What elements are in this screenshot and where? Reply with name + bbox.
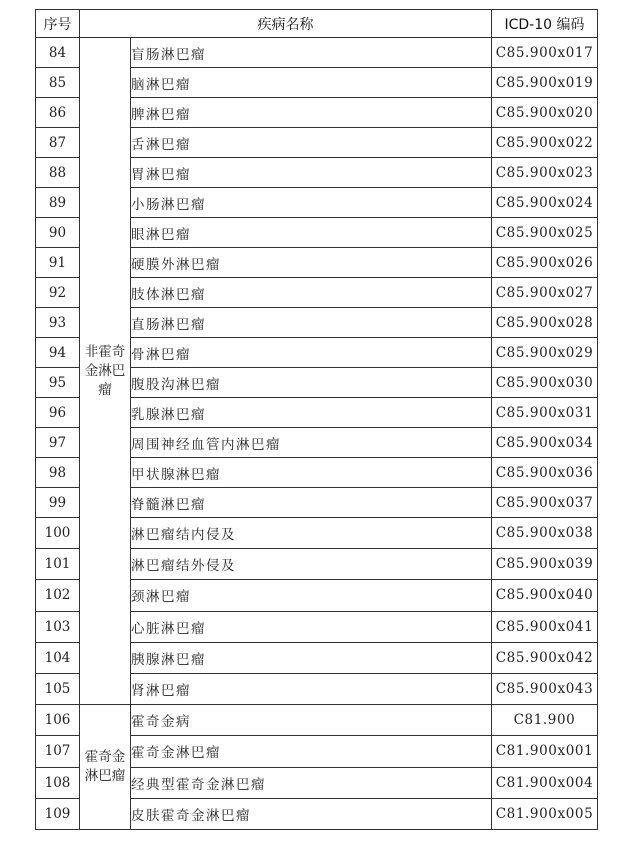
row-icd-code: C85.900x019	[492, 68, 598, 98]
category-line: 淋巴瘤	[84, 768, 126, 784]
row-disease-name: 肢体淋巴瘤	[131, 278, 492, 308]
row-seq: 98	[36, 458, 80, 488]
row-disease-name: 盲肠淋巴瘤	[131, 38, 492, 68]
table-row	[36, 38, 598, 68]
row-icd-code: C85.900x039	[492, 549, 598, 580]
row-disease-name: 骨淋巴瘤	[131, 338, 492, 368]
category-cell	[80, 705, 131, 830]
header-seq: 序号	[36, 10, 80, 38]
row-seq: 102	[36, 580, 80, 611]
table-body	[36, 38, 598, 830]
row-icd-code: C85.900x029	[492, 338, 598, 368]
row-icd-code: C85.900x024	[492, 188, 598, 218]
row-icd-code: C85.900x041	[492, 611, 598, 642]
row-disease-name: 肾淋巴瘤	[131, 673, 492, 704]
row-disease-name: 腹股沟淋巴瘤	[131, 368, 492, 398]
row-disease-name: 心脏淋巴瘤	[131, 611, 492, 642]
row-seq: 93	[36, 308, 80, 338]
header-row	[36, 10, 598, 38]
row-disease-name: 硬膜外淋巴瘤	[131, 248, 492, 278]
row-seq: 90	[36, 218, 80, 248]
row-icd-code: C81.900x005	[492, 798, 598, 829]
row-icd-code: C81.900x001	[492, 736, 598, 767]
row-icd-code: C85.900x038	[492, 518, 598, 549]
icd-code-table	[35, 9, 598, 830]
category-line: 霍奇金	[84, 749, 126, 765]
row-disease-name: 舌淋巴瘤	[131, 128, 492, 158]
row-seq: 84	[36, 38, 80, 68]
row-icd-code: C85.900x025	[492, 218, 598, 248]
table-row	[36, 705, 598, 736]
row-seq: 101	[36, 549, 80, 580]
row-seq: 105	[36, 673, 80, 704]
row-icd-code: C85.900x040	[492, 580, 598, 611]
row-seq: 87	[36, 128, 80, 158]
category-cell	[80, 38, 131, 705]
row-icd-code: C85.900x020	[492, 98, 598, 128]
row-icd-code: C85.900x037	[492, 488, 598, 518]
row-seq: 106	[36, 705, 80, 736]
row-seq: 104	[36, 642, 80, 673]
row-disease-name: 淋巴瘤结内侵及	[131, 518, 492, 549]
row-disease-name: 胰腺淋巴瘤	[131, 642, 492, 673]
row-disease-name: 经典型霍奇金淋巴瘤	[131, 767, 492, 798]
row-icd-code: C85.900x043	[492, 673, 598, 704]
row-icd-code: C85.900x036	[492, 458, 598, 488]
category-line: 非霍奇	[84, 343, 126, 360]
row-seq: 108	[36, 767, 80, 798]
row-seq: 95	[36, 368, 80, 398]
row-seq: 91	[36, 248, 80, 278]
row-seq: 85	[36, 68, 80, 98]
row-icd-code: C85.900x027	[492, 278, 598, 308]
row-seq: 96	[36, 398, 80, 428]
row-disease-name: 颈淋巴瘤	[131, 580, 492, 611]
row-icd-code: C85.900x031	[492, 398, 598, 428]
row-seq: 86	[36, 98, 80, 128]
row-disease-name: 胃淋巴瘤	[131, 158, 492, 188]
row-icd-code: C85.900x042	[492, 642, 598, 673]
row-icd-code: C85.900x026	[492, 248, 598, 278]
row-seq: 88	[36, 158, 80, 188]
row-seq: 99	[36, 488, 80, 518]
row-disease-name: 脑淋巴瘤	[131, 68, 492, 98]
row-seq: 97	[36, 428, 80, 458]
row-icd-code: C81.900x004	[492, 767, 598, 798]
header-disease-name: 疾病名称	[80, 10, 492, 38]
row-seq: 109	[36, 798, 80, 829]
row-disease-name: 脾淋巴瘤	[131, 98, 492, 128]
row-disease-name: 甲状腺淋巴瘤	[131, 458, 492, 488]
row-icd-code: C85.900x022	[492, 128, 598, 158]
row-seq: 107	[36, 736, 80, 767]
row-icd-code: C85.900x034	[492, 428, 598, 458]
category-line: 瘤	[98, 381, 112, 398]
row-disease-name: 脊髓淋巴瘤	[131, 488, 492, 518]
row-disease-name: 周围神经血管内淋巴瘤	[131, 428, 492, 458]
row-disease-name: 皮肤霍奇金淋巴瘤	[131, 798, 492, 829]
row-seq: 94	[36, 338, 80, 368]
row-disease-name: 直肠淋巴瘤	[131, 308, 492, 338]
row-disease-name: 乳腺淋巴瘤	[131, 398, 492, 428]
category-line: 金淋巴	[84, 362, 126, 379]
row-disease-name: 霍奇金病	[131, 705, 492, 736]
row-disease-name: 小肠淋巴瘤	[131, 188, 492, 218]
row-icd-code: C81.900	[492, 705, 598, 736]
row-disease-name: 霍奇金淋巴瘤	[131, 736, 492, 767]
row-icd-code: C85.900x023	[492, 158, 598, 188]
row-disease-name: 淋巴瘤结外侵及	[131, 549, 492, 580]
row-seq: 89	[36, 188, 80, 218]
header-icd-code: ICD-10 编码	[492, 10, 598, 38]
row-disease-name: 眼淋巴瘤	[131, 218, 492, 248]
row-icd-code: C85.900x017	[492, 38, 598, 68]
row-seq: 100	[36, 518, 80, 549]
row-icd-code: C85.900x030	[492, 368, 598, 398]
row-seq: 103	[36, 611, 80, 642]
row-seq: 92	[36, 278, 80, 308]
row-icd-code: C85.900x028	[492, 308, 598, 338]
